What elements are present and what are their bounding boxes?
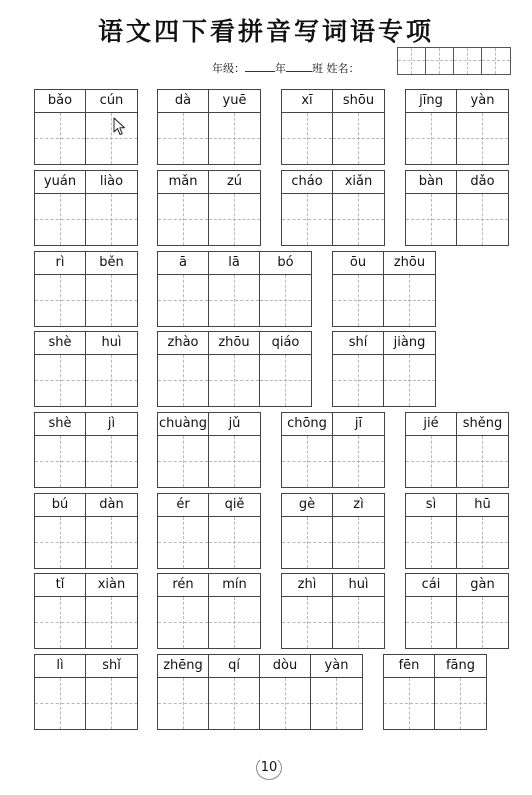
pinyin-label: xiǎn (333, 171, 384, 194)
pinyin-label: yuē (209, 90, 260, 113)
name-cell[interactable] (482, 48, 510, 74)
word-box (34, 251, 138, 327)
pinyin-label: dàn (86, 494, 137, 517)
char-cell (158, 90, 209, 164)
char-cell (457, 494, 508, 568)
word-box (34, 170, 138, 246)
word-box (332, 331, 436, 407)
char-cell (282, 171, 333, 245)
char-cell (209, 655, 260, 729)
pinyin-label: zú (209, 171, 260, 194)
pinyin-label: gàn (457, 574, 508, 597)
tianzige-box[interactable] (158, 597, 208, 648)
pinyin-label: huì (333, 574, 384, 597)
pinyin-label: mǎn (158, 171, 208, 194)
char-cell (35, 332, 86, 406)
tianzige-box[interactable] (209, 194, 260, 245)
tianzige-box[interactable] (435, 678, 486, 729)
char-cell (209, 413, 260, 487)
pinyin-label: qí (209, 655, 259, 678)
tianzige-box[interactable] (35, 355, 85, 406)
name-cell[interactable] (398, 48, 426, 74)
char-cell (209, 90, 260, 164)
word-box (281, 493, 385, 569)
pinyin-label: shěng (457, 413, 508, 436)
tianzige-box[interactable] (86, 597, 137, 648)
tianzige-box[interactable] (209, 597, 260, 648)
pinyin-label: cháo (282, 171, 332, 194)
char-cell (435, 655, 486, 729)
pinyin-label: rì (35, 252, 85, 275)
pinyin-label: bú (35, 494, 85, 517)
pinyin-label: fāng (435, 655, 486, 678)
char-cell (35, 655, 86, 729)
page-title: 语文四下看拼音写词语专项 (97, 17, 434, 46)
pinyin-label: bàn (406, 171, 456, 194)
char-cell (384, 332, 435, 406)
pinyin-label: cún (86, 90, 137, 113)
char-cell (158, 252, 209, 326)
tianzige-box[interactable] (158, 678, 208, 729)
grade-blank[interactable] (245, 61, 275, 72)
pinyin-label: hū (457, 494, 508, 517)
tianzige-box[interactable] (282, 597, 332, 648)
word-box (332, 251, 436, 327)
word-box (281, 412, 385, 488)
pinyin-label: zhì (282, 574, 332, 597)
char-cell (35, 90, 86, 164)
tianzige-box[interactable] (260, 275, 311, 326)
char-cell (333, 252, 384, 326)
char-cell (406, 574, 457, 648)
char-cell (333, 90, 384, 164)
char-cell (333, 574, 384, 648)
pinyin-label: jīng (406, 90, 456, 113)
word-box (157, 654, 363, 730)
pinyin-label: dà (158, 90, 208, 113)
pinyin-label: tǐ (35, 574, 85, 597)
char-cell (158, 494, 209, 568)
tianzige-box[interactable] (86, 517, 137, 568)
tianzige-box[interactable] (457, 194, 508, 245)
tianzige-box[interactable] (406, 597, 456, 648)
tianzige-box[interactable] (457, 113, 508, 164)
pinyin-label: mín (209, 574, 260, 597)
pinyin-label: zhōu (209, 332, 259, 355)
char-cell (158, 574, 209, 648)
pinyin-label: jī (333, 413, 384, 436)
word-box (405, 170, 509, 246)
pinyin-label: chōng (282, 413, 332, 436)
tianzige-box[interactable] (333, 194, 384, 245)
char-cell (457, 574, 508, 648)
pinyin-label: lā (209, 252, 259, 275)
pinyin-label: bó (260, 252, 311, 275)
word-box (157, 412, 261, 488)
char-cell (209, 574, 260, 648)
pinyin-label: shè (35, 413, 85, 436)
pinyin-label: chuàng (158, 413, 208, 436)
tianzige-box[interactable] (35, 436, 85, 487)
tianzige-box[interactable] (209, 678, 259, 729)
name-label: 姓名： (326, 62, 360, 75)
pinyin-label: yàn (457, 90, 508, 113)
pinyin-label: xī (282, 90, 332, 113)
word-box (157, 89, 261, 165)
char-cell (406, 90, 457, 164)
tianzige-box[interactable] (86, 113, 137, 164)
char-cell (260, 332, 311, 406)
char-cell (86, 413, 137, 487)
char-cell (86, 171, 137, 245)
name-cell[interactable] (426, 48, 454, 74)
tianzige-box[interactable] (384, 355, 435, 406)
pinyin-label: ā (158, 252, 208, 275)
char-cell (158, 655, 209, 729)
word-box (34, 493, 138, 569)
char-cell (35, 494, 86, 568)
word-box (34, 331, 138, 407)
tianzige-box[interactable] (35, 597, 85, 648)
char-cell (86, 252, 137, 326)
tianzige-box[interactable] (35, 678, 85, 729)
name-writing-grid[interactable] (397, 47, 511, 75)
tianzige-box[interactable] (158, 355, 208, 406)
tianzige-box[interactable] (333, 355, 383, 406)
pinyin-label: xiàn (86, 574, 137, 597)
pinyin-label: zhōu (384, 252, 435, 275)
char-cell (406, 494, 457, 568)
char-cell (209, 171, 260, 245)
char-cell (86, 90, 137, 164)
pinyin-label: zì (333, 494, 384, 517)
tianzige-box[interactable] (282, 113, 332, 164)
char-cell (282, 494, 333, 568)
tianzige-box[interactable] (457, 517, 508, 568)
pinyin-label: jiàng (384, 332, 435, 355)
char-cell (209, 332, 260, 406)
pinyin-label: jǔ (209, 413, 260, 436)
page-number: 10 (254, 755, 284, 781)
pinyin-label: qiáo (260, 332, 311, 355)
word-box (157, 493, 261, 569)
char-cell (282, 413, 333, 487)
char-cell (35, 252, 86, 326)
char-cell (457, 413, 508, 487)
word-box (405, 89, 509, 165)
tianzige-box[interactable] (282, 517, 332, 568)
pinyin-label: huì (86, 332, 137, 355)
char-cell (35, 171, 86, 245)
word-box (34, 573, 138, 649)
tianzige-box[interactable] (457, 436, 508, 487)
word-box (405, 412, 509, 488)
pinyin-label: rén (158, 574, 208, 597)
tianzige-box[interactable] (333, 517, 384, 568)
tianzige-box[interactable] (209, 355, 259, 406)
tianzige-box[interactable] (209, 275, 259, 326)
pinyin-label: liào (86, 171, 137, 194)
word-box (405, 573, 509, 649)
char-cell (35, 413, 86, 487)
tianzige-box[interactable] (406, 113, 456, 164)
tianzige-box[interactable] (333, 436, 384, 487)
pinyin-label: cái (406, 574, 456, 597)
pinyin-label: lì (35, 655, 85, 678)
pinyin-label: jié (406, 413, 456, 436)
tianzige-box[interactable] (282, 194, 332, 245)
tianzige-box[interactable] (457, 597, 508, 648)
tianzige-box[interactable] (35, 275, 85, 326)
char-cell (333, 413, 384, 487)
char-cell (260, 655, 311, 729)
tianzige-box[interactable] (86, 355, 137, 406)
tianzige-box[interactable] (406, 517, 456, 568)
word-box (157, 251, 312, 327)
tianzige-box[interactable] (333, 275, 383, 326)
char-cell (282, 90, 333, 164)
pinyin-label: sì (406, 494, 456, 517)
tianzige-box[interactable] (384, 275, 435, 326)
char-cell (406, 413, 457, 487)
tianzige-box[interactable] (86, 678, 137, 729)
tianzige-box[interactable] (406, 436, 456, 487)
pinyin-label: shè (35, 332, 85, 355)
pinyin-label: dǎo (457, 171, 508, 194)
char-cell (86, 494, 137, 568)
pinyin-label: shǐ (86, 655, 137, 678)
pinyin-label: zhēng (158, 655, 208, 678)
pinyin-label: yàn (311, 655, 362, 678)
char-cell (158, 332, 209, 406)
class-blank[interactable] (286, 61, 312, 72)
tianzige-box[interactable] (86, 436, 137, 487)
word-box (281, 170, 385, 246)
tianzige-box[interactable] (333, 113, 384, 164)
mouse-pointer-icon (113, 117, 127, 137)
word-box (34, 412, 138, 488)
pinyin-label: yuán (35, 171, 85, 194)
tianzige-box[interactable] (158, 517, 208, 568)
pinyin-label: zhào (158, 332, 208, 355)
char-cell (333, 171, 384, 245)
tianzige-box[interactable] (333, 597, 384, 648)
char-cell (333, 494, 384, 568)
word-box (157, 573, 261, 649)
char-cell (311, 655, 362, 729)
student-info-line (212, 60, 360, 76)
tianzige-box[interactable] (158, 436, 208, 487)
tianzige-box[interactable] (260, 355, 311, 406)
char-cell (35, 574, 86, 648)
pinyin-label: jì (86, 413, 137, 436)
tianzige-box[interactable] (35, 194, 85, 245)
tianzige-box[interactable] (209, 113, 260, 164)
tianzige-box[interactable] (282, 436, 332, 487)
word-box (383, 654, 487, 730)
tianzige-box[interactable] (35, 517, 85, 568)
char-cell (86, 332, 137, 406)
pinyin-label: bǎo (35, 90, 85, 113)
grade-label: 年级： (212, 62, 245, 75)
pinyin-label: fēn (384, 655, 434, 678)
tianzige-box[interactable] (260, 678, 310, 729)
char-cell (457, 171, 508, 245)
pinyin-label: ér (158, 494, 208, 517)
char-cell (260, 252, 311, 326)
tianzige-box[interactable] (209, 436, 260, 487)
word-box (157, 170, 261, 246)
word-box (157, 331, 312, 407)
tianzige-box[interactable] (158, 275, 208, 326)
char-cell (406, 171, 457, 245)
pinyin-label: qiě (209, 494, 260, 517)
char-cell (158, 413, 209, 487)
pinyin-label: shōu (333, 90, 384, 113)
tianzige-box[interactable] (158, 194, 208, 245)
tianzige-box[interactable] (209, 517, 260, 568)
tianzige-box[interactable] (406, 194, 456, 245)
pinyin-label: ōu (333, 252, 383, 275)
tianzige-box[interactable] (86, 275, 137, 326)
char-cell (457, 90, 508, 164)
char-cell (209, 494, 260, 568)
class-label: 班 (312, 62, 323, 75)
char-cell (384, 655, 435, 729)
word-box (34, 654, 138, 730)
pinyin-label: běn (86, 252, 137, 275)
year-label: 年 (275, 62, 286, 75)
tianzige-box[interactable] (35, 113, 85, 164)
tianzige-box[interactable] (384, 678, 434, 729)
pinyin-label: shí (333, 332, 383, 355)
pinyin-label: dòu (260, 655, 310, 678)
word-box (281, 573, 385, 649)
tianzige-box[interactable] (311, 678, 362, 729)
tianzige-box[interactable] (86, 194, 137, 245)
tianzige-box[interactable] (158, 113, 208, 164)
word-box (405, 493, 509, 569)
char-cell (209, 252, 260, 326)
word-box (281, 89, 385, 165)
pinyin-label: gè (282, 494, 332, 517)
name-cell[interactable] (454, 48, 482, 74)
char-cell (282, 574, 333, 648)
char-cell (158, 171, 209, 245)
char-cell (86, 574, 137, 648)
char-cell (384, 252, 435, 326)
char-cell (86, 655, 137, 729)
char-cell (333, 332, 384, 406)
